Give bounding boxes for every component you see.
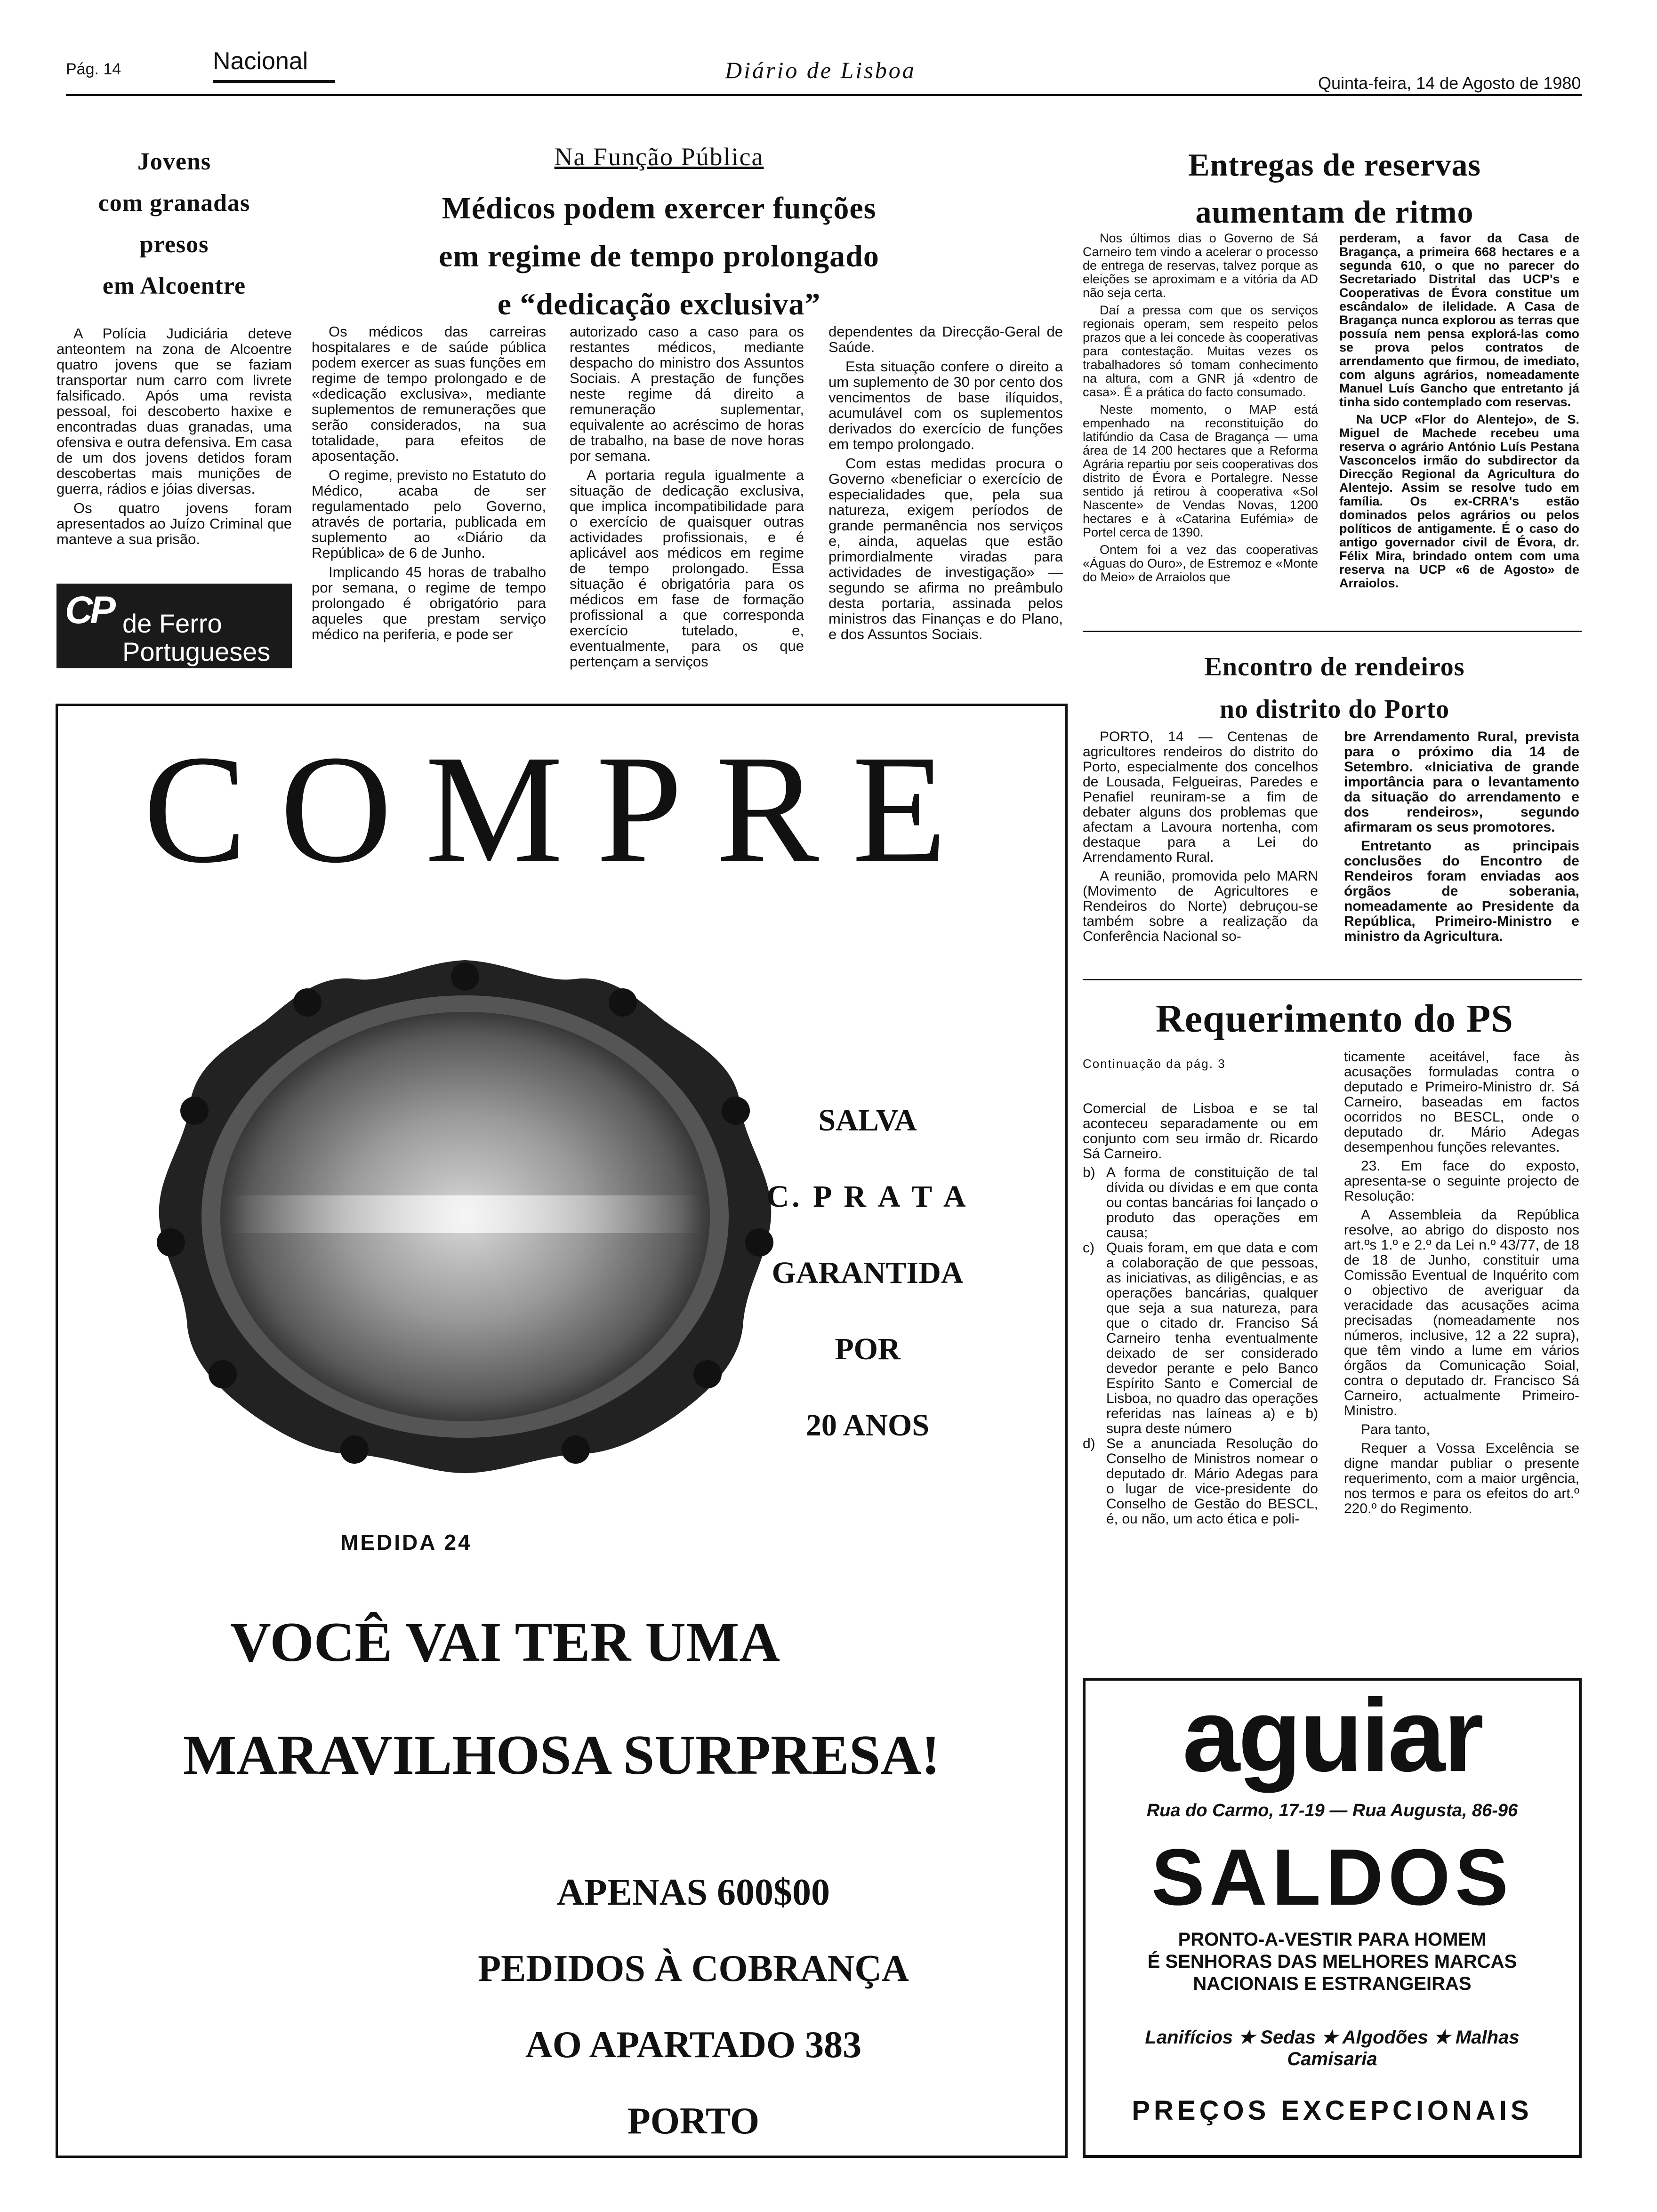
paragraph: ticamente aceitável, face às acusações formuladas contra o deputado e Primeiro-Ministro dr. Sá Carneiro, baseadas em factos ocorridos no BESCL, onde o deputado dr. Mário Adegas desempenhou funções relevantes. (1344, 1049, 1579, 1155)
paragraph: PORTO, 14 — Centenas de agricultores rendeiros do distrito do Porto, especialmente dos concelhos de Lousada, Felgueiras, Paredes e Penafiel reuniram-se a fim de debater alguns dos problemas que afectam a Lavoura nortenha, com destaque para a Lei do Arrendamento Rural. (1083, 729, 1318, 865)
paragraph: Com estas medidas procura o Governo «beneficiar o exercício de especialidades que, pela sua natureza, exigem períodos de grande permanência nos serviços e, ainda, aquelas que estão primordialmente viradas para actividades de investigação» — segundo se afirma no preâmbulo desta portaria, assinada pelos ministros das Finanças e do Plano, e dos Assuntos Sociais. (828, 455, 1063, 642)
feature-line: 20 ANOS (805, 1408, 930, 1443)
requerimento-col-1 (1083, 1101, 1318, 1527)
medicos-headline (311, 184, 1007, 329)
paragraph: A Assembleia da República resolve, ao abrigo do disposto nos art.ºs 1.º e 2.º da Lei n.º 43/77, de 18 de 18 de Junho, constituir uma Comissão Eventual de Inquérito com o objectivo de averiguar da veracidade das acusações acima precisadas (nomeadamente nos números, inclusive, 12 a 22 supra), que têm vindo a lume em vários órgãos da Comunicação Soial, contra o deputado dr. Francisco Sá Carneiro, actualmente Primeiro-Ministro. (1344, 1207, 1579, 1419)
cp-line-1: de Ferro (122, 609, 222, 638)
headline-line: Encontro de rendeiros (1204, 652, 1465, 681)
paragraph: perderam, a favor da Casa de Bragança, a primeira 668 hectares e a segunda 610, o que no parecer do Secretariado Distrital das UCP's e Cooperativas de Évora constitue um escândalo» de ilelidade. A Casa de Bragança nunca explorou as terras que possuía nem pensa explorá-las como se prova pelos contratos de arrendamento que firmou, de imediato, com alguns agrários, nomeadamente Manuel Luís Gancho que entretanto já tinha sido contemplado com reservas. (1339, 231, 1579, 409)
reservas-col-2 (1339, 232, 1579, 594)
tagline-2: MARAVILHOSA SURPRESA! (183, 1723, 941, 1786)
medicos-col-3 (828, 324, 1063, 646)
rendeiros-col-1 (1083, 729, 1318, 948)
reservas-rule (1083, 631, 1582, 632)
paragraph: Esta situação confere o direito a um suplemento de 30 por cento dos vencimentos de base ilíquidos, acumulável com os suplementos derivados do exercício de funções em tempo prolongado. (828, 358, 1063, 452)
aguiar-address: Rua do Carmo, 17-19 — Rua Augusta, 86-96 (1146, 1801, 1518, 1820)
tray-features (726, 1082, 1009, 1464)
order-line: AO APARTADO 383 (525, 2024, 862, 2066)
aguiar-line-1: PRONTO-A-VESTIR PARA HOMEM (1178, 1929, 1487, 1950)
headline-line: com granadas (98, 190, 250, 216)
list-item (1083, 1165, 1318, 1241)
headline-line: presos (139, 231, 209, 258)
continuation-note: Continuação da pág. 3 (1083, 1057, 1226, 1071)
paragraph: Comercial de Lisboa e se tal aconteceu separadamente ou em conjunto com seu irmão dr. Ricardo Sá Carneiro. (1083, 1101, 1318, 1162)
headline-line: e “dedicação exclusiva” (497, 287, 821, 321)
order-line: APENAS 600$00 (556, 1872, 830, 1913)
paragraph: 23. Em face do exposto, apresenta-se o seguinte projecto de Resolução: (1344, 1158, 1579, 1204)
section-label: Nacional (213, 48, 308, 75)
paragraph: Implicando 45 horas de trabalho por semana, o regime de tempo prolongado é obrigatório para aqueles que prestam serviço médico na periferia, e pode ser (312, 564, 546, 642)
feature-line: SALVA (818, 1103, 917, 1138)
aguiar-products: Lanifícios ★ Sedas ★ Algodões ★ Malhas (1145, 2027, 1520, 2048)
paragraph: Ontem foi a vez das cooperativas «Águas do Ouro», de Estremoz e «Monte do Meio» de Arraiolos que (1083, 543, 1318, 584)
paragraph: Nos últimos dias o Governo de Sá Carneiro tem vindo a acelerar o processo de entrega de reservas, talvez porque as eleições se aproximam e a vitória da AD não seja certa. (1083, 231, 1318, 300)
aguiar-line-2: É SENHORAS DAS MELHORES MARCAS (1147, 1951, 1517, 1972)
paragraph: Os quatro jovens foram apresentados ao Juízo Criminal que manteve a sua prisão. (56, 500, 292, 547)
medicos-col-2 (570, 324, 804, 673)
headline-line: aumentam de ritmo (1195, 194, 1474, 230)
headline-line: Jovens (137, 148, 211, 175)
aguiar-footer: PREÇOS EXCEPCIONAIS (1132, 2095, 1533, 2126)
list-item (1083, 1436, 1318, 1527)
headline-line: Entregas de reservas (1188, 147, 1481, 183)
headline-line: Médicos podem exercer funções (442, 191, 877, 225)
headline-line: em Alcoentre (102, 272, 246, 299)
saldos-label: SALDOS (1151, 1833, 1513, 1922)
list-text: A forma de constituição de tal dívida ou dívidas e em que conta ou contas bancárias foi lançado o produto das operações em causa; (1106, 1165, 1318, 1241)
medicos-kicker: Na Função Pública (554, 143, 764, 171)
paragraph: O regime, previsto no Estatuto do Médico, acaba de ser regulamentado pelo Governo, através de portaria, publicada em suplemento ao «Diário da República» de 6 de Junho. (312, 467, 546, 561)
compre-advertisement (56, 704, 1068, 2158)
issue-date: Quinta-feira, 14 de Agosto de 1980 (1318, 73, 1581, 93)
requerimento-headline: Requerimento do PS (1156, 997, 1513, 1041)
paragraph: Neste momento, o MAP está empenhado na reconstituição do latifúndio da Casa de Bragança — uma área de 14 200 hectares que a Reforma Agrária repartiu por seis cooperativas dos distrito de Évora e Portalegre. Nesse sentido já retirou à cooperativa «Sol Nascente» de Vendas Novas, 1200 hectares e à «Catarina Eufémia» de Portel cerca de 1390. (1083, 402, 1318, 539)
measure-label: MEDIDA 24 (340, 1530, 472, 1555)
list-marker: d) (1083, 1436, 1095, 1451)
order-info (434, 1854, 952, 2159)
aguiar-logo: aguiar (1182, 1677, 1482, 1793)
rendeiros-rule (1083, 979, 1582, 980)
paragraph: A reunião, promovida pelo MARN (Movimento de Agricultores e Rendeiros do Norte) debruçou-se também sobre a realização da Conferência Nacional so- (1083, 868, 1318, 944)
feature-line: POR (835, 1332, 901, 1366)
section-underline (213, 80, 335, 83)
reservas-headline (1083, 141, 1586, 235)
tagline-1: VOCÊ VAI TER UMA (230, 1611, 780, 1673)
page-number: Pág. 14 (66, 60, 121, 78)
paragraph: A Polícia Judiciária deteve anteontem na zona de Alcoentre quatro jovens que se faziam transportar num carro com livrete falsificado. Após uma revista pessoal, foi descoberto haxixe e encontradas duas granadas, uma ofensiva e outra defensiva. Em casa de um dos jovens detidos foram descobertas mais munições de guerra, rádios e jóias diversas. (56, 325, 292, 497)
headline-line: em regime de tempo prolongado (439, 239, 879, 273)
headline-line: no distrito do Porto (1219, 695, 1450, 724)
list-item (1083, 1241, 1318, 1436)
order-line: PORTO (627, 2100, 760, 2142)
jovens-headline (56, 141, 292, 307)
medicos-col-1 (312, 324, 546, 646)
paragraph: bre Arrendamento Rural, prevista para o próximo dia 14 de Setembro. «Iniciativa de grande importância para o levantamento da situação do arrendamento e dos rendeiros», segundo afirmaram os seus promotores. (1344, 729, 1579, 835)
aguiar-line-3: NACIONAIS E ESTRANGEIRAS (1193, 1973, 1472, 1994)
order-line: PEDIDOS À COBRANÇA (478, 1948, 909, 1989)
jovens-body (56, 326, 292, 547)
paragraph: A portaria regula igualmente a situação de dedicação exclusiva, que implica incompatibilidade para o exercício de quaisquer outras actividades profissionais, e é aplicável aos médicos em regime de tempo prolongado. Essa situação é obrigatória para os médicos em fase de formação profissional a que corresponda exercício tutelado, e, eventualmente, para os que pertençam a serviços (570, 467, 804, 670)
paragraph: Na UCP «Flor do Alentejo», de S. Miguel de Machede recebeu uma reserva o agrário António Luís Pestana Vasconcelos irmão do subdirector da Direcção Regional da Agricultura do Alentejo. Assim se resolve tudo em família. Os ex-CRRA's estão dominados pelos agrários ou pelos políticos de antigamente. É o caso do antigo governador civil de Évora, dr. Félix Mira, brindado ontem com uma reserva na UCP «6 de Agosto» de Arraiolos. (1339, 412, 1579, 590)
cp-logo-icon: CP (65, 589, 113, 632)
compre-headline: COMPRE (143, 723, 980, 895)
feature-line: C. P R A T A (766, 1179, 969, 1214)
requerimento-col-2 (1344, 1050, 1579, 1520)
feature-line: GARANTIDA (772, 1256, 964, 1290)
paragraph: Entretanto as principais conclusões do Encontro de Rendeiros foram enviadas aos órgãos de soberania, nomeadamente ao Presidente da República, Primeiro-Ministro e ministro da Agricultura. (1344, 838, 1579, 944)
paragraph: Requer a Vossa Excelência se digne mandar publiar o presente requerimento, com a maior urgência, nos termos e para os efeitos do art.º 220.º do Regimento. (1344, 1441, 1579, 1516)
article-jovens (56, 141, 292, 551)
rendeiros-headline (1083, 646, 1586, 730)
silver-tray-image (152, 951, 778, 1483)
newspaper-title: Diário de Lisboa (725, 57, 916, 83)
paragraph: Daí a pressa com que os serviços regionais operam, sem respeito pelos prazos que a lei concede às cooperativas para contestação. Muitas vezes os trabalhadores só tomam conhecimento na altura, com a GNR já «dentro de casa». É a prática do facto consumado. (1083, 303, 1318, 399)
list-marker: b) (1083, 1165, 1095, 1180)
aguiar-products-2: Camisaria (1287, 2049, 1377, 2069)
list-text: Quais foram, em que data e com a colaboração de que pessoas, as iniciativas, as diligências, e as operações bancárias, qualquer que seja a sua natureza, para que o citado dr. Franciso Sá Carneiro tenha eventualmente deixado de ser considerado devedor perante e pelo Banco Espírito Santo e Comercial de Lisboa, no quadro das operações referidas nas laíneas a) e b) supra deste número (1106, 1240, 1318, 1436)
paragraph: Os médicos das carreiras hospitalares e de saúde pública podem exercer as suas funções em regime de tempo prolongado e de «dedicação exclusiva», mediante suplementos de remunerações que serão considerados, na sua totalidade, para efeitos de aposentação. (312, 323, 546, 464)
cp-advertisement (56, 584, 292, 668)
rendeiros-col-2 (1344, 729, 1579, 948)
cp-line-2: Portugueses (122, 637, 271, 666)
list-marker: c) (1083, 1240, 1094, 1256)
paragraph: dependentes da Direcção-Geral de Saúde. (828, 323, 1063, 355)
paragraph: Para tanto, (1361, 1422, 1430, 1437)
reservas-col-1 (1083, 232, 1318, 588)
aguiar-advertisement (1083, 1678, 1582, 2158)
header-rule (66, 94, 1582, 96)
list-text: Se a anunciada Resolução do Conselho de Ministros nomear o deputado dr. Mário Adegas para o lugar de vice-presidente do Conselho de Gestão do BESCL, é, ou não, um acto ética e poli- (1106, 1436, 1318, 1527)
paragraph: autorizado caso a caso para os restantes médicos, mediante despacho do ministro dos Assuntos Sociais. A prestação de funções neste regime dá direito a remuneração suplementar, equivalente ao acréscimo de horas de trabalho, na base de nove horas por semana. (570, 323, 804, 464)
